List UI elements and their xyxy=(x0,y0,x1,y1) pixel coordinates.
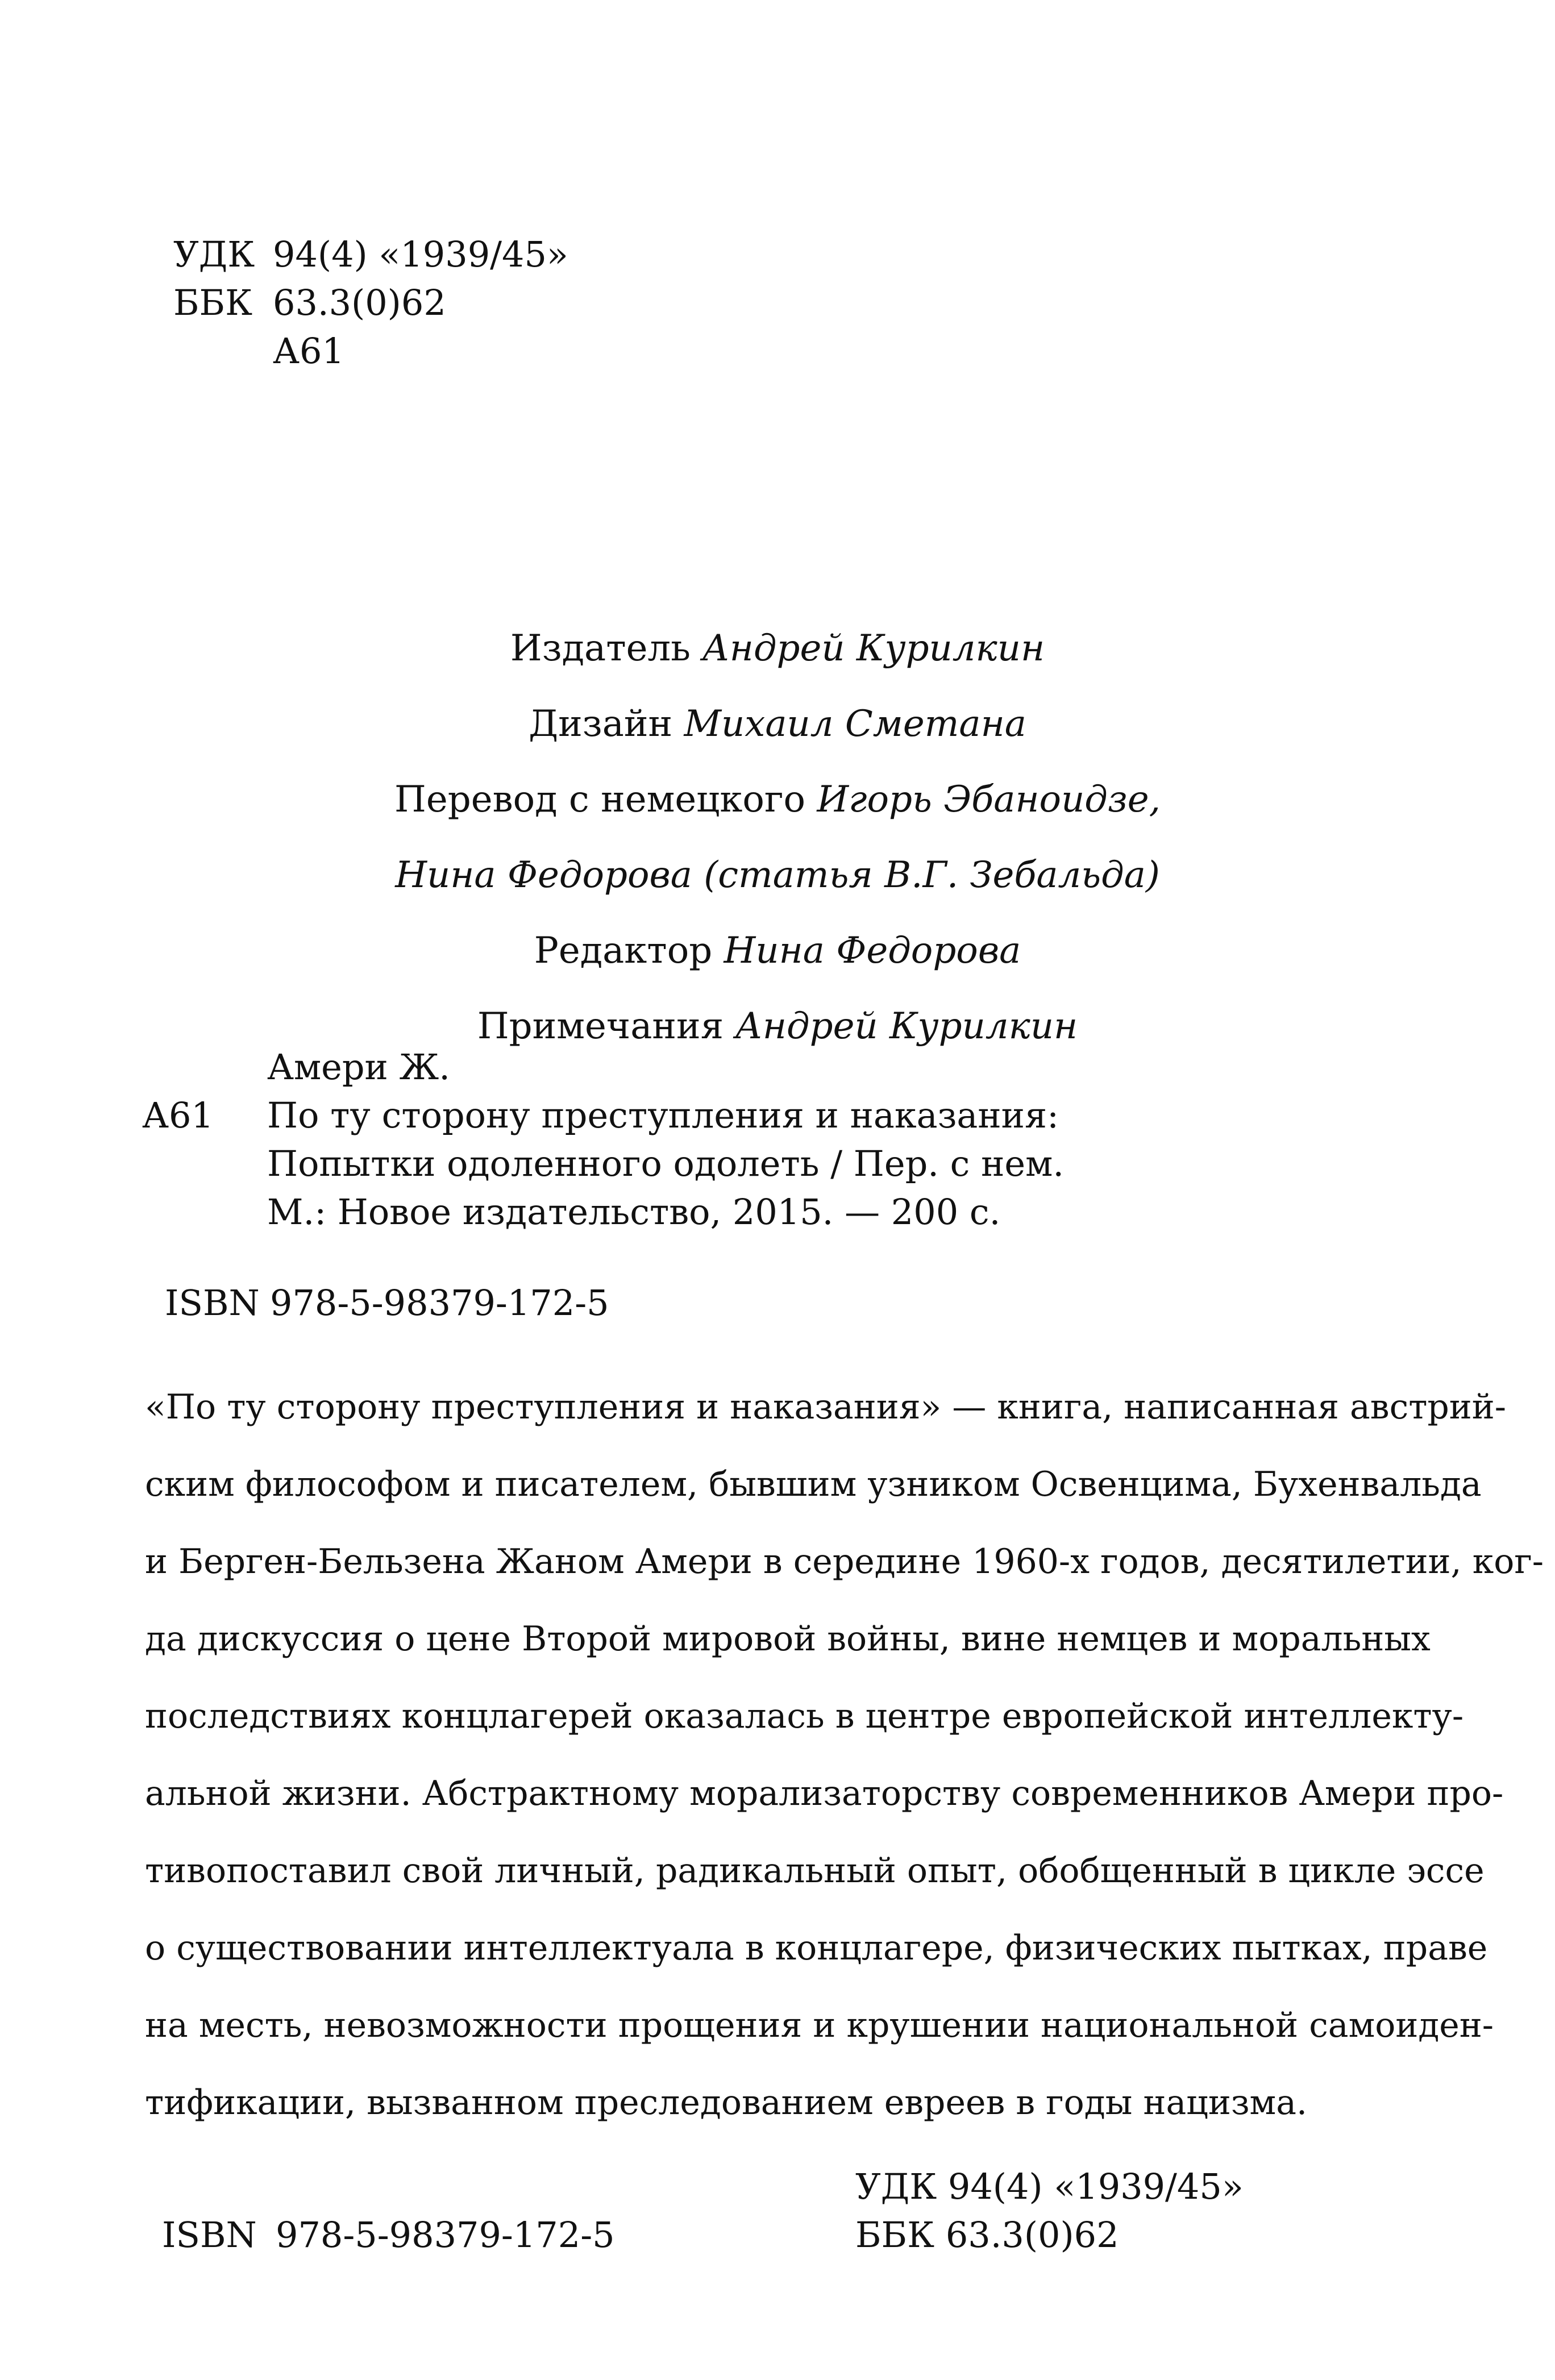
bottom-isbn xyxy=(162,2211,615,2259)
annotation-line: тивопоставил свой личный, радикальный опыт, обобщенный в цикле эссе xyxy=(145,1851,1485,1891)
annotation-line: последствиях концлагерей оказалась в центре европейской интеллекту- xyxy=(145,1696,1464,1736)
bottom-isbn-label: ISBN xyxy=(162,2214,257,2256)
annotation-line: о существовании интеллектуала в концлагере, физических пытках, праве xyxy=(145,1928,1488,1968)
bbk-line xyxy=(173,278,446,327)
bottom-udk: УДК 94(4) «1939/45» xyxy=(855,2166,1244,2207)
annotation-line: да дискуссия о цене Второй мировой войны, вине немцев и моральных xyxy=(145,1619,1431,1659)
bottom-isbn-value: 978-5-98379-172-5 xyxy=(276,2214,615,2256)
credit-editor: Редактор Нина Федорова xyxy=(534,930,1021,972)
annotation-line: тификации, вызванном преследованием евреев в годы нацизма. xyxy=(145,2083,1308,2123)
bottom-bbk: ББК 63.3(0)62 xyxy=(855,2214,1119,2256)
credits-block xyxy=(0,611,1555,1064)
credit-translation: Перевод с немецкого Игорь Эбаноидзе, xyxy=(394,779,1161,821)
credit-notes: Примечания Андрей Курилкин xyxy=(477,1005,1078,1047)
credit-translation-cont: Нина Федорова (статья В.Г. Зебальда) xyxy=(395,854,1160,896)
credit-publisher: Издатель Андрей Курилкин xyxy=(510,627,1045,669)
isbn-top xyxy=(165,1279,609,1327)
udk-label: УДК xyxy=(173,234,255,275)
annotation-line: на месть, невозможности прощения и крушении национальной самоиден- xyxy=(145,2005,1494,2045)
annotation-line: и Берген-Бельзена Жаном Амери в середине 1960-х годов, десятилетии, ког- xyxy=(145,1542,1544,1582)
catalog-subtitle: Попытки одоленного одолеть / Пер. с нем. xyxy=(267,1143,1065,1184)
catalog-mark: А61 xyxy=(142,1095,214,1136)
catalog-imprint: М.: Новое издательство, 2015. — 200 с. xyxy=(267,1191,1001,1233)
credit-design: Дизайн Михаил Сметана xyxy=(529,703,1026,745)
catalog-title: По ту сторону преступления и наказания: xyxy=(267,1095,1059,1136)
annotation-line: альной жизни. Абстрактному морализаторству современников Амери про- xyxy=(145,1774,1504,1813)
isbn-top-value: 978-5-98379-172-5 xyxy=(270,1282,609,1324)
annotation-line: ским философом и писателем, бывшим узником Освенцима, Бухенвальда xyxy=(145,1464,1482,1504)
isbn-top-label: ISBN xyxy=(165,1282,260,1324)
annotation xyxy=(145,1368,1544,2141)
catalog-author: Амери Ж. xyxy=(267,1046,450,1088)
author-mark: А61 xyxy=(273,330,344,372)
annotation-line: «По ту сторону преступления и наказания» — книга, написанная австрий- xyxy=(145,1387,1507,1427)
udk-value: 94(4) «1939/45» xyxy=(273,234,568,275)
bbk-value: 63.3(0)62 xyxy=(273,282,446,323)
bbk-label: ББК xyxy=(173,282,253,323)
udk-line xyxy=(173,230,568,278)
